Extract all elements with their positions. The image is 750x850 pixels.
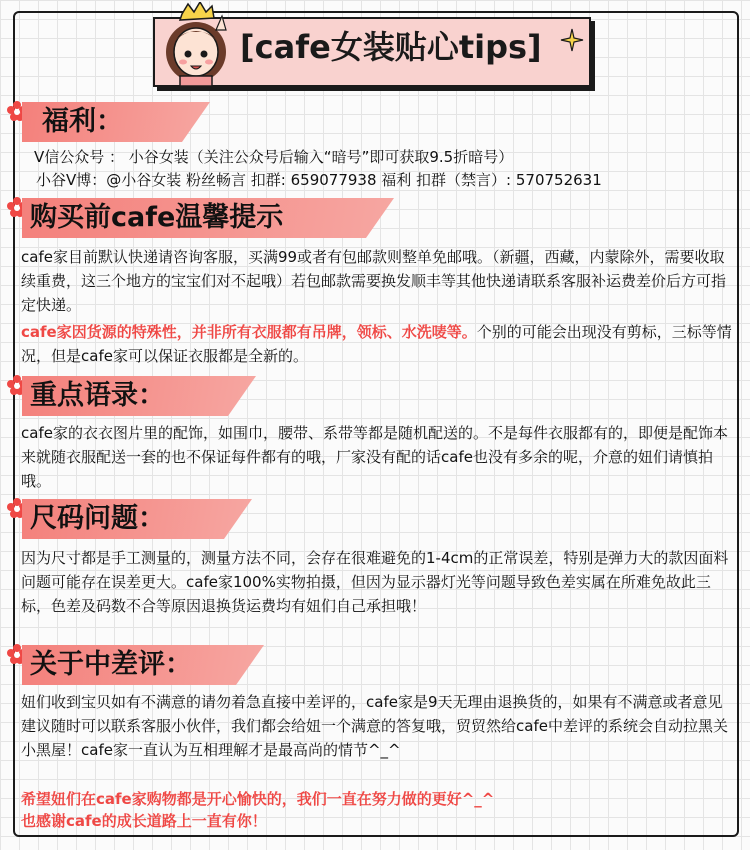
page-title: [cafe女装贴心tips] xyxy=(240,28,542,66)
review-para: 妞们收到宝贝如有不满意的请勿着急直接中差评的，cafe家是9天无理由退换货的，如果有不满意或者意见建议随时可以联系客服小伙伴，我们都会给妞一个满意的答复哦，贸贸然给cafe中差评的系统会自动拉黑关小黑屋！cafe家一直认为互相理解才是最高尚的情节^_^ xyxy=(21,693,728,759)
sparkle-icon xyxy=(560,28,584,52)
heading-review: 关于中差评： xyxy=(30,649,192,680)
size-para: 因为尺寸都是手工测量的，测量方法不同，会存在很难避免的1-4cm的正常误差，特别是弹力大的款因面料问题可能存在误差更大。cafe家100%实物拍摄，但因为显示器灯光等问题导致色差实属在所难免故此三标，色差及码数不合等原因退换货运费均有妞们自己承担哦！ xyxy=(21,549,729,615)
key-notes-para: cafe家的衣衣图片里的配饰，如围巾，腰带、系带等都是随机配送的。不是每件衣服都有的，即便是配饰本来就随衣服配送一套的也不保证每件都有的哦，厂家没有配的话cafe也没有多余的呢，介意的妞们请慎拍哦。 xyxy=(21,424,728,490)
pre-purchase-para-2 xyxy=(21,320,737,368)
girl-avatar-icon xyxy=(158,2,234,86)
welfare-line-1: V信公众号 ： 小谷女装（关注公众号后输入“暗号”即可获取9.5折暗号） xyxy=(34,148,514,166)
pre-purchase-para-1: cafe家目前默认快递请咨询客服，买满99或者有包邮款则整单免邮哦。（新疆，西藏，内蒙除外，需要收取续重费，这三个地方的宝宝们对不起哦）若包邮款需要换发顺丰等其他快递请联系客服补运费差价后方可指定快递。 xyxy=(21,248,727,314)
heading-key-notes: 重点语录： xyxy=(30,380,165,411)
pre-purchase-para-2-rest: 个别的可能会出现没有剪标，三标等情况，但是cafe家可以保证衣服都是全新的。 xyxy=(21,323,732,365)
closing-line-1: 希望妞们在cafe家购物都是开心愉快的，我们一直在努力做的更好^_^ xyxy=(21,790,495,808)
heading-size: 尺码问题： xyxy=(30,503,165,534)
closing-line-2: 也感谢cafe的成长道路上一直有你！ xyxy=(21,812,267,830)
heading-pre-purchase: 购买前cafe温馨提示 xyxy=(30,202,284,233)
pre-purchase-highlight: cafe家因货源的特殊性，并非所有衣服都有吊牌，领标、水洗唛等。 xyxy=(21,323,477,341)
heading-welfare: 福利： xyxy=(42,106,123,137)
welfare-line-2: 小谷V博：@小谷女装 粉丝畅言 扣群: 659077938 福利 扣群（禁言）: 570752631 xyxy=(36,171,602,189)
